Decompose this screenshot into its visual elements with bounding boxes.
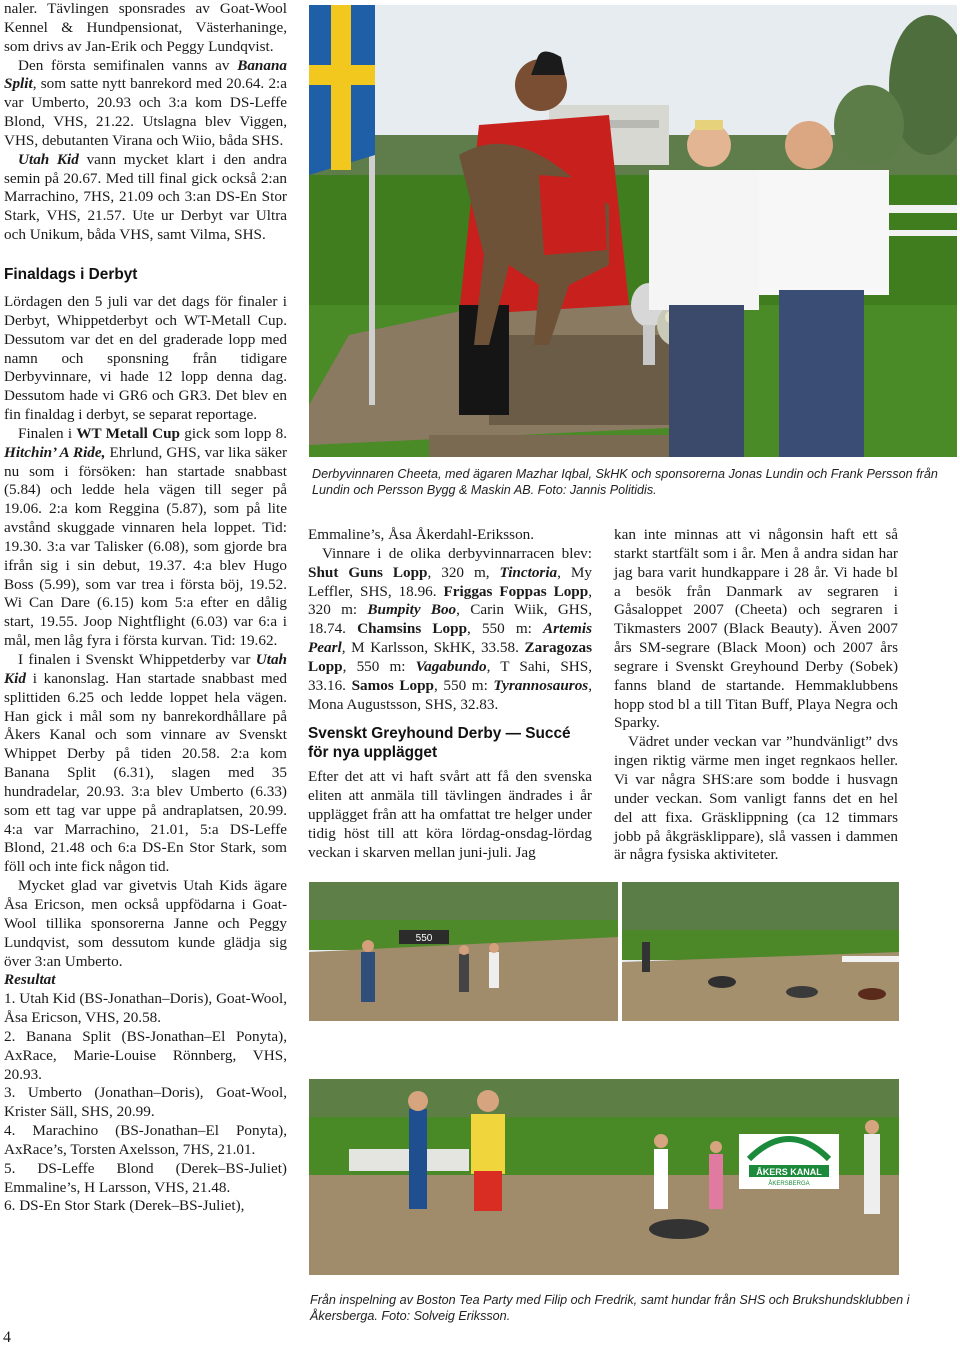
paragraph-vadret: Vädret under veckan var ”hundvänligt” dvs ingen riktig värme men inget regnkaos heller. Vi var några SHS:are som bodde i husvagn under veckan. Som vanligt fanns det en hel del att fixa. Gräsklippning (ca 12 timmars jobb på åkgräsklippare), slå vassen i dammen är några fysiska aktiviteter. <box>614 733 898 864</box>
akersberga-sign-text: ÅKERSBERGA <box>768 1181 810 1187</box>
paragraph-derbyvinnarracen: Vinnare i de olika derbyvinnarracen blev: Shut Guns Lopp, 320 m, Tinctoria, My Leffler, SHS, 18.96. Friggas Foppas Lopp, 320 m: Bumpity Boo, Carin Wiik, GHS, 18.74. Chamsins Lopp, 550 m: Artemis Pearl, M Karlsson, SkHK, 33.58. Zaragozas Lopp, 550 m: Vagabundo, T Sahi, SHS, 33.16. Samos Lopp, 550 m: Tyrannosauros, Mona Augustsson, SHS, 32.83. <box>308 544 592 713</box>
paragraph-upplagget: Efter det att vi haft svårt att få den svenska eliten att anmäla till tävlingen ändrades i år upplägget från att ha omfattat tre helger under tidig höst till att köra lördag-onsdag-lördag veckan i skarven mellan juni-juli. Jag <box>308 768 592 861</box>
result-item: 6. DS-En Stor Stark (Derek–BS-Juliet), <box>4 1197 245 1215</box>
akers-kanal-sign-text: ÅKERS KANAL <box>756 1167 822 1177</box>
resultat-label: Resultat <box>4 971 56 989</box>
page-number: 4 <box>3 1329 11 1346</box>
paragraph-glad: Mycket glad var givetvis Utah Kids ägare Åsa Ericson, men också uppfödarna i Goat-Wool tillika sponsorerna Janne och Peggy Lundqvist, som dessutom kunde glädja sig över 3:an Umberto. <box>4 877 287 970</box>
photo-dogs-running <box>622 882 899 1021</box>
paragraph-emmaline: Emmaline’s, Åsa Åkerdahl-Eriksson. <box>308 526 535 543</box>
result-item: 5. DS-Leffe Blond (Derek–BS-Juliet) Emmaline’s, H Larsson, VHS, 21.48. <box>4 1159 287 1196</box>
text-column-1 <box>4 0 287 1216</box>
text-column-3 <box>614 526 898 865</box>
paragraph-whippetderby: I finalen i Svenskt Whippetderby var Utah Kid i kanonslag. Han startade snabbast med splittiden 6.25 och ledde loppet hela vägen. Han gick i mål som ny banrekordhållare på Åkers Kanal och som vinnare av Svenskt Whippet Derby på tiden 20.58. 2:a kom Banana Split (6.31), slagen med 35 hundradelar, 20.93. 3:a blev Umberto (6.33) som ett tag var uppe på andraplatsen, 20.99. 4:a var Marrachino, 21.01, 5:a DS-Leffe Blond, 21.48 och 6:a DS-En Stor Stark, som föll och inte fick någon tid. <box>4 651 287 876</box>
paragraph-semifinal-1: Den första semifinalen vanns av Banana Split, som satte nytt banrekord med 20.64. 2:a var Umberto, 20.93 och 3:a kom DS-Leffe Blond, VHS, 21.22. Utslagna blev Viggen, VHS, debutanten Virana och Wiio, båda SHS. <box>4 56 287 149</box>
result-item: 3. Umberto (Jonathan–Doris), Goat-Wool, Krister Säll, SHS, 20.99. <box>4 1084 287 1121</box>
result-item: 2. Banana Split (BS-Jonathan–El Ponyta), AxRace, Marie-Louise Rönnberg, VHS, 20.93. <box>4 1027 287 1083</box>
paragraph-finaldag: Lördagen den 5 juli var det dags för finaler i Derbyt, Whippetderbyt och WT-Metall Cup. Dessutom var det en del graderade lopp med namn och sponsning från tidigare Derbyvinnare, vi hade 12 lopp denna dag. Dessutom hade vi GR6 och GR3. Det blev en fin finaldag i derbyt, se separat reportage. <box>4 292 287 424</box>
board-550-text: 550 <box>415 933 433 944</box>
photo-derby-winner <box>309 5 957 457</box>
paragraph-sponsor: naler. Tävlingen sponsrades av Goat-Wool Kennel & Hundpensionat, Västerhaninge, som drivs av Jan-Erik och Peggy Lundqvist. <box>4 0 287 55</box>
paragraph-startfalt: kan inte minnas att vi någonsin haft ett så starkt startfält som i år. Men å andra sidan har jag bara varit hundkappare i 28 år. Vi hade bl a besök från Danmark av segraren i Gåsaloppet 2007 (Cheeta) och segraren i Tikmasters 2007 (Black Beauty). Även 2007 års SM-segrare (Black Moon) och 2007 års segrare i Svenskt Greyhound Derby (Sobek) fanns bland de startande. Hemmaklubbens hopp stod bl a till Titan Buff, Playa Negra och Sparky. <box>614 526 898 732</box>
result-item: 1. Utah Kid (BS-Jonathan–Doris), Goat-Wool, Åsa Ericson, VHS, 20.58. <box>4 990 287 1027</box>
result-item: 4. Marachino (BS-Jonathan–El Ponyta), AxRace’s, Torsten Axelsson, 7HS, 21.01. <box>4 1122 287 1158</box>
caption-top-photo: Derbyvinnaren Cheeta, med ägaren Mazhar Iqbal, SkHK och sponsorerna Jonas Lundin och Frank Persson från Lundin och Persson Bygg & Maskin AB. Foto: Jannis Politidis. <box>312 467 938 497</box>
caption-bottom-photo: Från inspelning av Boston Tea Party med Filip och Fredrik, samt hundar från SHS och Brukshundsklubben i Åkersberga. Foto: Solveig Eriksson. <box>310 1293 910 1323</box>
photo-track-people <box>309 882 618 1021</box>
text-column-2 <box>308 526 592 863</box>
section-heading-greyhound-derby: Svenskt Greyhound Derby — Succé för nya upplägget <box>308 725 571 762</box>
section-heading-finaldags: Finaldags i Derbyt <box>4 265 138 283</box>
paragraph-wt-metall-cup: Finalen i WT Metall Cup gick som lopp 8. Hitchin’ A Ride, Ehrlund, GHS, var lika säker nu som i försöken: han startade snabbast (5.84) och ledde hela vägen till seger på 19.06. 2:a kom Reggina (5.87), som på lite avstånd skuggade vinnaren hela loppet. Tid: 19.30. 3:a var Talisker (6.08), som gjorde bra ifrån sig i sin debut, 19.37. 4:a blev Hugo Boss (5.99), som var trea i första böj, 19.52. Wi Can Dare (6.15) kom 5:a efter en dålig start, 19.55. Joop Nightflight (6.03) var 6:a i mål, men låg fyra i första kurvan. Tid: 19.62. <box>4 424 287 650</box>
paragraph-semifinal-2: Utah Kid vann mycket klart i den andra semin på 20.67. Med till final gick också 2:an Marrachino, 7HS, 21.09 och 3:an DS-En Stor Stark, VHS, 21.57. Ute ur Derbyt var Ultra och Unikum, båda VHS, samt Vilma, SHS. <box>4 150 287 244</box>
photo-boston-tea-party <box>309 1079 899 1275</box>
